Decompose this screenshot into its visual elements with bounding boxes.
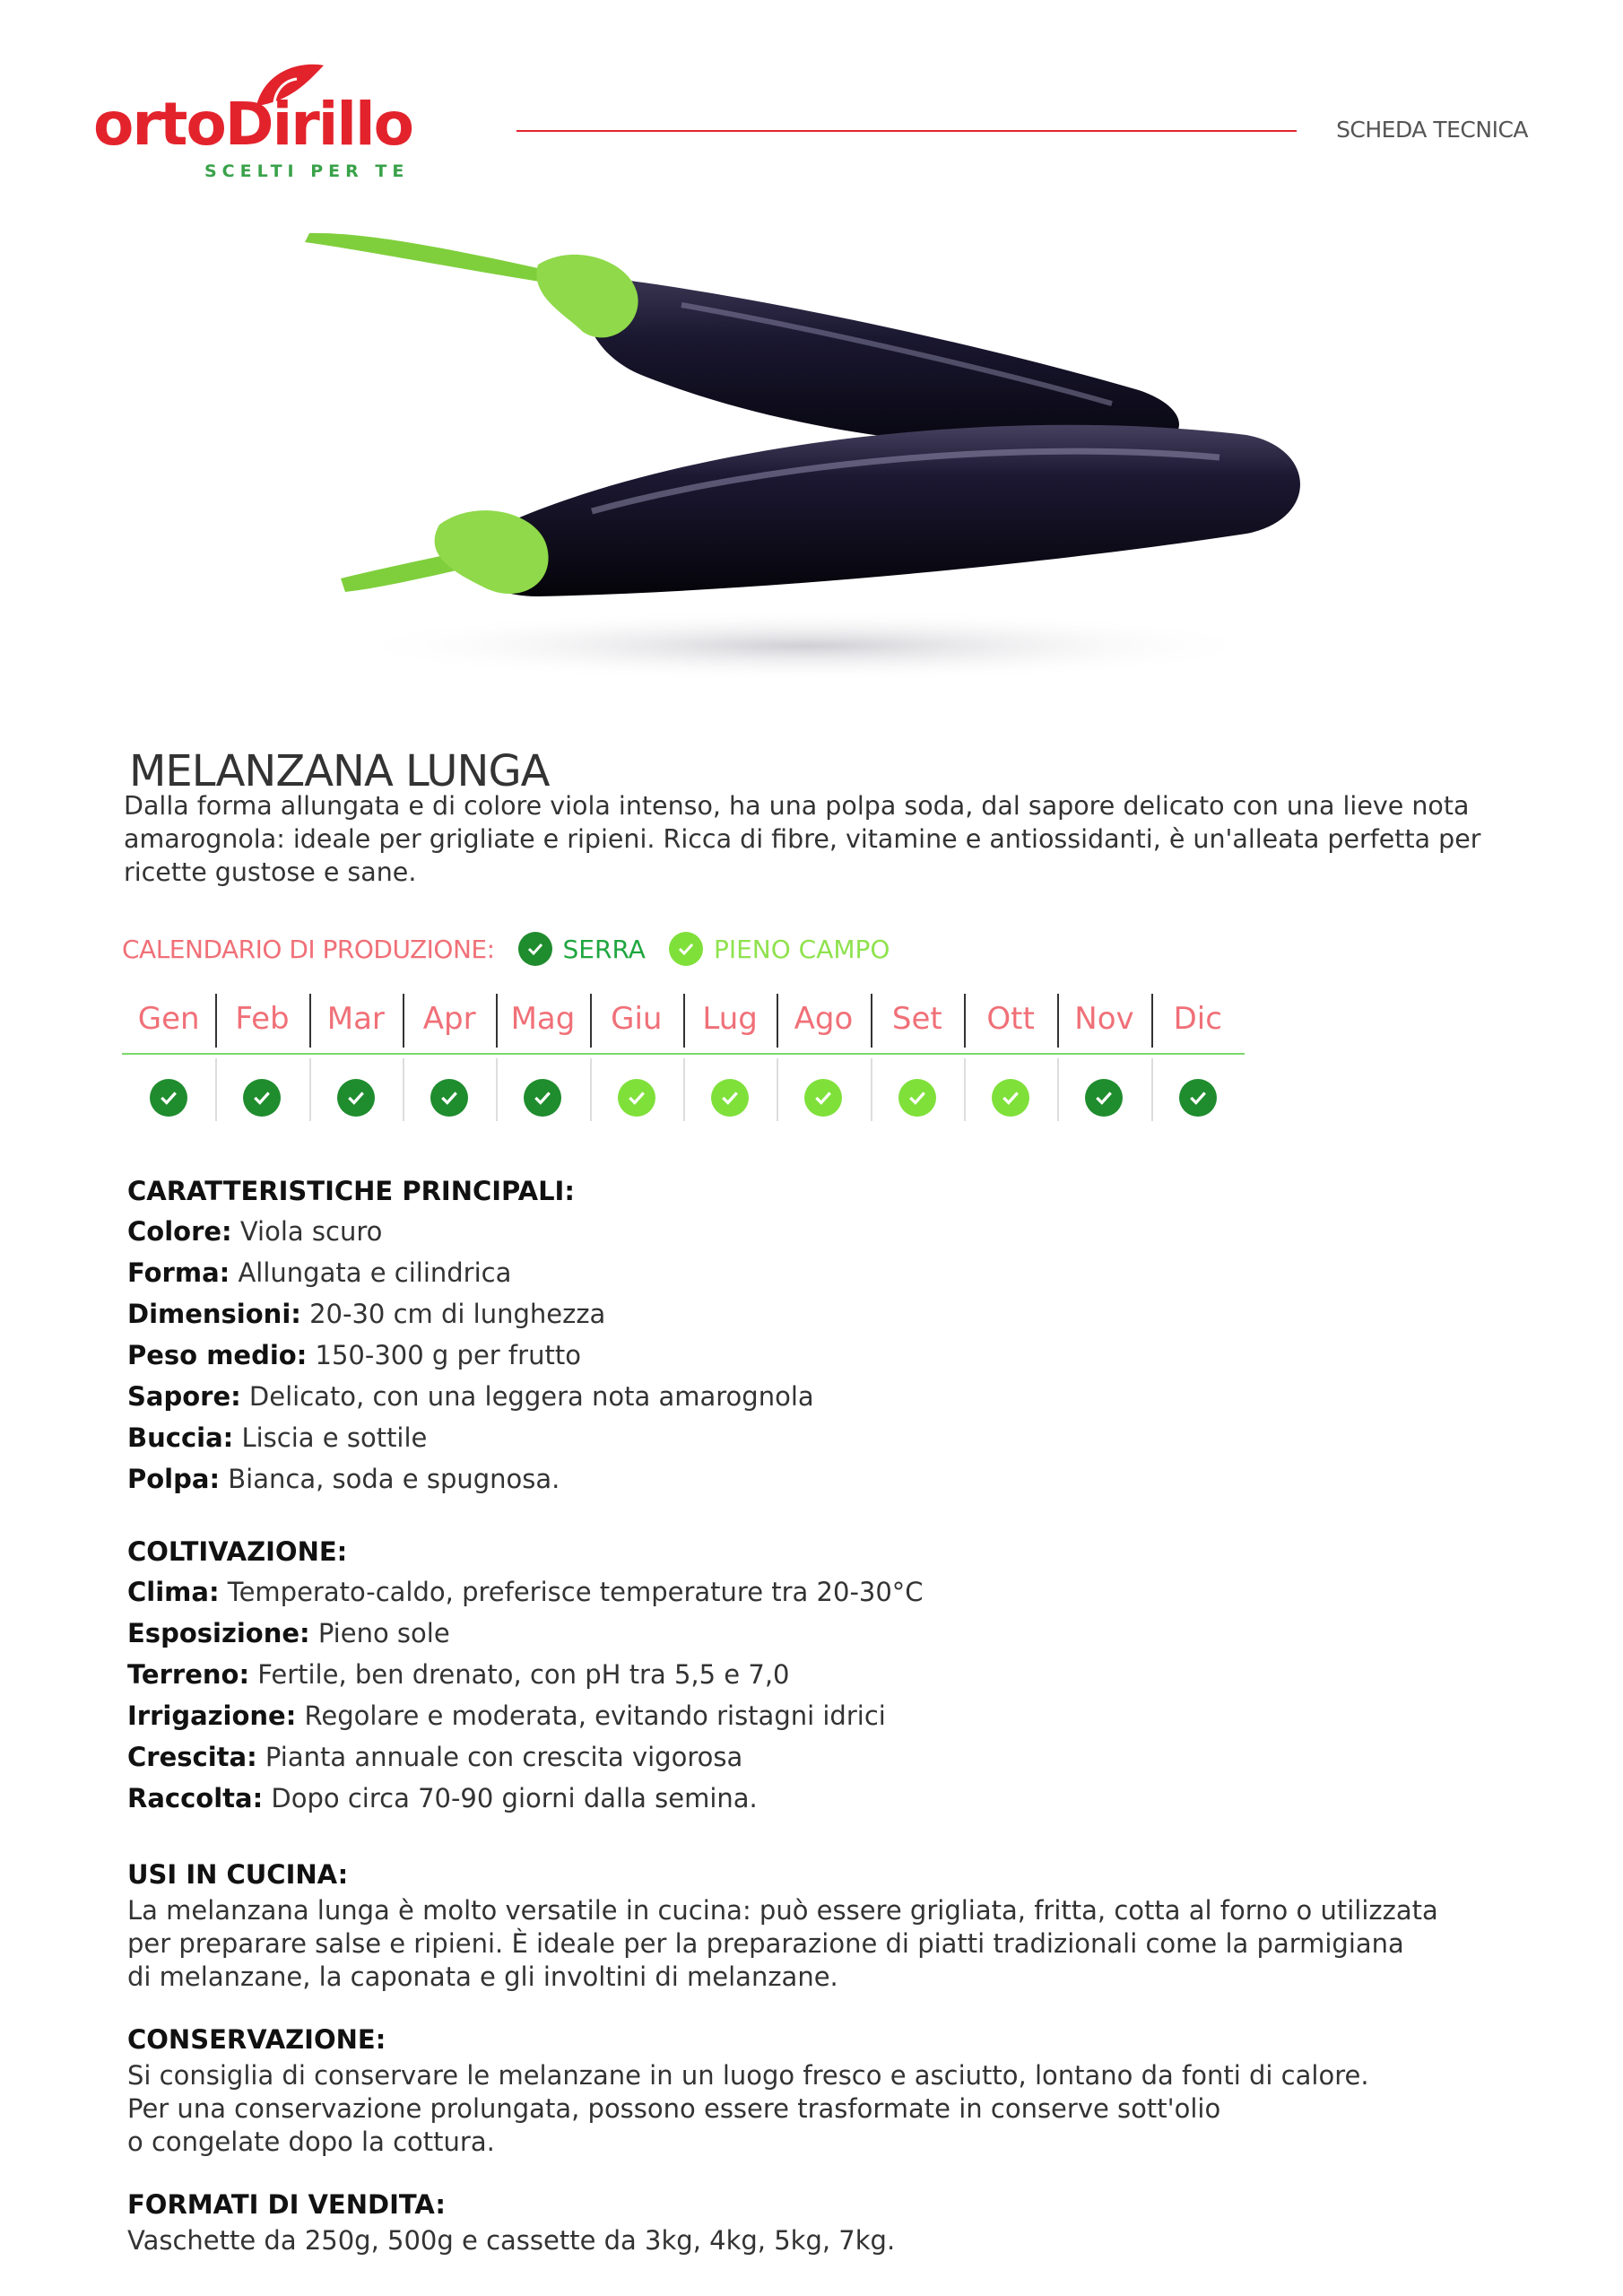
spec-list	[127, 1211, 1526, 1500]
calendar-check-cell	[496, 1058, 589, 1137]
section-text	[127, 2059, 1526, 2159]
spec-key: Clima:	[127, 1577, 220, 1607]
spec-row	[127, 1376, 1526, 1417]
spec-key: Buccia:	[127, 1422, 234, 1453]
calendar-month: Giu	[590, 994, 683, 1044]
spec-list	[127, 1571, 1526, 1819]
legend-serra	[518, 932, 646, 966]
check-icon	[150, 1079, 187, 1117]
spec-value: Viola scuro	[231, 1216, 383, 1247]
spec-value: Pieno sole	[309, 1618, 450, 1648]
calendar-checks	[122, 1058, 1245, 1137]
calendar-check-cell	[683, 1058, 777, 1137]
legend-pieno-campo	[669, 932, 890, 966]
spec-row	[127, 1417, 1526, 1458]
check-icon	[992, 1079, 1029, 1117]
section-heading: CARATTERISTICHE PRINCIPALI:	[127, 1176, 575, 1206]
text-line: Vaschette da 250g, 500g e cassette da 3kg, 4kg, 5kg, 7kg.	[127, 2225, 896, 2256]
spec-value: Allungata e cilindrica	[230, 1257, 512, 1288]
legend-label: SERRA	[562, 934, 646, 964]
check-icon	[1179, 1079, 1217, 1117]
calendar-month: Lug	[683, 994, 777, 1044]
calendar-check-cell	[403, 1058, 496, 1137]
spec-row	[127, 1252, 1526, 1293]
calendar-month: Dic	[1151, 994, 1245, 1044]
section-conservazione	[127, 2020, 1526, 2159]
section-heading: CONSERVAZIONE:	[127, 2024, 386, 2055]
check-icon	[1085, 1079, 1123, 1117]
spec-key: Colore:	[127, 1216, 232, 1247]
text-line: di melanzane, la caponata e gli involtini di melanzane.	[127, 1961, 838, 1992]
calendar-check-cell	[309, 1058, 403, 1137]
section-usi-in-cucina	[127, 1855, 1526, 1994]
text-line: La melanzana lunga è molto versatile in cucina: può essere grigliata, fritta, cotta al forno o utilizzata	[127, 1895, 1438, 1926]
calendar-check-cell	[1057, 1058, 1150, 1137]
spec-value: 20-30 cm di lunghezza	[300, 1299, 606, 1329]
spec-value: 150-300 g per frutto	[307, 1340, 581, 1370]
spec-value: Bianca, soda e spugnosa.	[220, 1464, 560, 1494]
document-type-label: SCHEDA TECNICA	[1336, 117, 1528, 143]
logo-text: ortoDirillo	[93, 90, 412, 159]
section-heading: FORMATI DI VENDITA:	[127, 2189, 446, 2220]
intro-line: Dalla forma allungata e di colore viola intenso, ha una polpa soda, dal sapore delicato con una lieve nota	[124, 791, 1470, 821]
spec-row	[127, 1736, 1526, 1778]
check-icon	[337, 1079, 375, 1117]
spec-row	[127, 1778, 1526, 1819]
calendar-months	[122, 994, 1245, 1044]
calendar-month: Mar	[309, 994, 403, 1044]
spec-row	[127, 1211, 1526, 1252]
check-icon	[804, 1079, 842, 1117]
spec-value: Delicato, con una leggera nota amarognola	[240, 1381, 814, 1412]
legend-label: PIENO CAMPO	[713, 934, 890, 964]
spec-key: Terreno:	[127, 1659, 250, 1690]
spec-key: Raccolta:	[127, 1783, 264, 1813]
check-icon	[669, 932, 703, 966]
calendar-month: Ott	[964, 994, 1057, 1044]
calendar-month: Gen	[137, 1001, 200, 1037]
spec-key: Polpa:	[127, 1464, 221, 1494]
spec-value: Temperato-caldo, preferisce temperature tra 20-30°C	[219, 1577, 924, 1607]
calendar-title: CALENDARIO DI PRODUZIONE:	[122, 934, 495, 964]
check-icon	[430, 1079, 468, 1117]
logo-tagline: SCELTI PER TE	[204, 161, 410, 181]
check-icon	[898, 1079, 936, 1117]
product-title: MELANZANA LUNGA	[129, 746, 550, 797]
calendar-check-cell	[964, 1058, 1057, 1137]
calendar-divider	[122, 1053, 1245, 1055]
calendar-check-cell	[122, 1058, 215, 1137]
text-line: Per una conservazione prolungata, possono essere trasformate in conserve sott'olio	[127, 2093, 1221, 2124]
calendar-header	[122, 929, 890, 969]
calendar-month: Apr	[403, 994, 496, 1044]
spec-row	[127, 1695, 1526, 1736]
spec-key: Peso medio:	[127, 1340, 308, 1370]
calendar-check-cell	[871, 1058, 964, 1137]
spec-value: Liscia e sottile	[233, 1422, 428, 1453]
intro-line: amarognola: ideale per grigliate e ripieni. Ricca di fibre, vitamine e antiossidanti, è un'alleata perfetta per	[124, 824, 1481, 854]
text-line: per preparare salse e ripieni. È ideale per la preparazione di piatti tradizionali come la parmigiana	[127, 1928, 1404, 1959]
calendar-month: Set	[871, 994, 964, 1044]
section-text	[127, 2224, 1526, 2257]
text-line: o congelate dopo la cottura.	[127, 2126, 495, 2157]
spec-row	[127, 1335, 1526, 1376]
calendar-check-cell	[777, 1058, 870, 1137]
spec-value: Fertile, ben drenato, con pH tra 5,5 e 7,0	[249, 1659, 790, 1690]
check-icon	[618, 1079, 655, 1117]
text-line: Si consiglia di conservare le melanzane in un luogo fresco e asciutto, lontano da fonti di calore.	[127, 2060, 1369, 2091]
calendar-check-cell	[1151, 1058, 1245, 1137]
check-icon	[711, 1079, 749, 1117]
spec-key: Forma:	[127, 1257, 230, 1288]
brand-logo	[93, 61, 506, 187]
section-heading: USI IN CUCINA:	[127, 1859, 349, 1890]
section-text	[127, 1894, 1526, 1994]
spec-key: Sapore:	[127, 1381, 241, 1412]
spec-row	[127, 1571, 1526, 1613]
calendar-month: Ago	[777, 994, 870, 1044]
check-icon	[243, 1079, 281, 1117]
intro-line: ricette gustose e sane.	[124, 857, 417, 887]
section-formati-di-vendita	[127, 2185, 1526, 2257]
product-intro	[124, 789, 1523, 889]
spec-value: Pianta annuale con crescita vigorosa	[256, 1742, 743, 1772]
calendar-month: Mag	[496, 994, 589, 1044]
check-icon	[518, 932, 552, 966]
header-divider	[516, 130, 1297, 132]
section-coltivazione	[127, 1532, 1526, 1819]
calendar-month: Nov	[1057, 994, 1150, 1044]
spec-value: Regolare e moderata, evitando ristagni idrici	[296, 1700, 886, 1731]
eggplant-image	[305, 224, 1327, 691]
spec-key: Irrigazione:	[127, 1700, 297, 1731]
calendar-month: Feb	[215, 994, 308, 1044]
spec-row	[127, 1613, 1526, 1654]
section-caratteristiche	[127, 1171, 1526, 1500]
calendar-check-cell	[215, 1058, 308, 1137]
check-icon	[524, 1079, 561, 1117]
spec-key: Esposizione:	[127, 1618, 310, 1648]
spec-row	[127, 1654, 1526, 1695]
section-heading: COLTIVAZIONE:	[127, 1536, 348, 1567]
spec-key: Dimensioni:	[127, 1299, 301, 1329]
calendar-check-cell	[590, 1058, 683, 1137]
spec-row	[127, 1458, 1526, 1500]
spec-key: Crescita:	[127, 1742, 257, 1772]
spec-value: Dopo circa 70-90 giorni dalla semina.	[263, 1783, 758, 1813]
spec-row	[127, 1293, 1526, 1335]
